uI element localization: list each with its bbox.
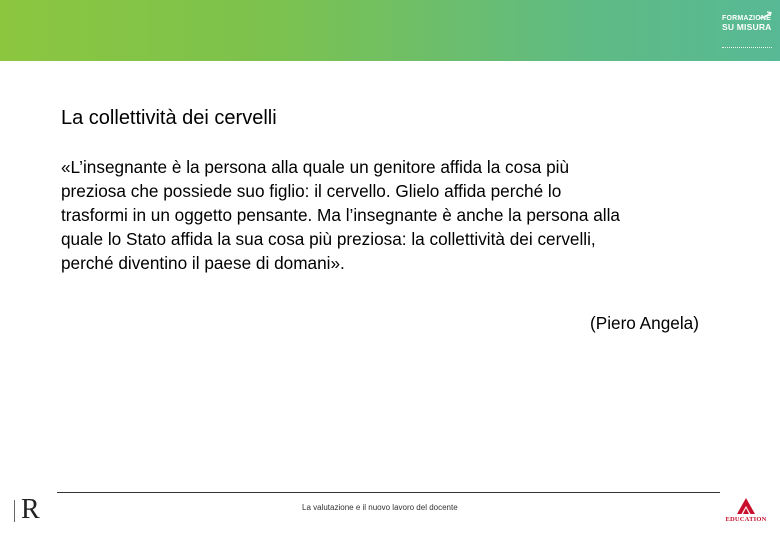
arrow-icon	[758, 10, 774, 20]
quote-line: preziosa che possiede suo figlio: il cervello. Glielo affida perché lo	[61, 181, 562, 201]
brand-tagline-rule	[722, 47, 772, 49]
education-label: EDUCATION	[725, 516, 767, 523]
brand-line-2: SU MISURA	[722, 22, 772, 32]
footer-divider	[57, 492, 720, 493]
footer-caption: La valutazione e il nuovo lavoro del docente	[302, 503, 458, 512]
quote-line: quale lo Stato affida la sua cosa più preziosa: la collettività dei cervelli,	[61, 229, 596, 249]
quote-line: «L’insegnante è la persona alla quale un genitore affida la cosa più	[61, 157, 570, 177]
header-band	[0, 0, 780, 61]
quote-block	[61, 155, 721, 275]
quote-line: perché diventino il paese di domani».	[61, 253, 345, 273]
triangle-logo-icon	[722, 497, 770, 517]
mondadori-education-logo	[722, 497, 770, 527]
rizzoli-logo	[14, 494, 44, 528]
formazione-su-misura-logo	[722, 14, 776, 56]
logo-vertical-mark	[14, 500, 18, 522]
quote-line: trasformi in un oggetto pensante. Ma l’insegnante è anche la persona alla	[61, 205, 620, 225]
logo-letter: R	[21, 494, 40, 525]
quote-author: (Piero Angela)	[590, 313, 699, 333]
brand-line-1: FORMAZIONE	[722, 15, 772, 22]
slide-title: La collettività dei cervelli	[61, 107, 277, 129]
